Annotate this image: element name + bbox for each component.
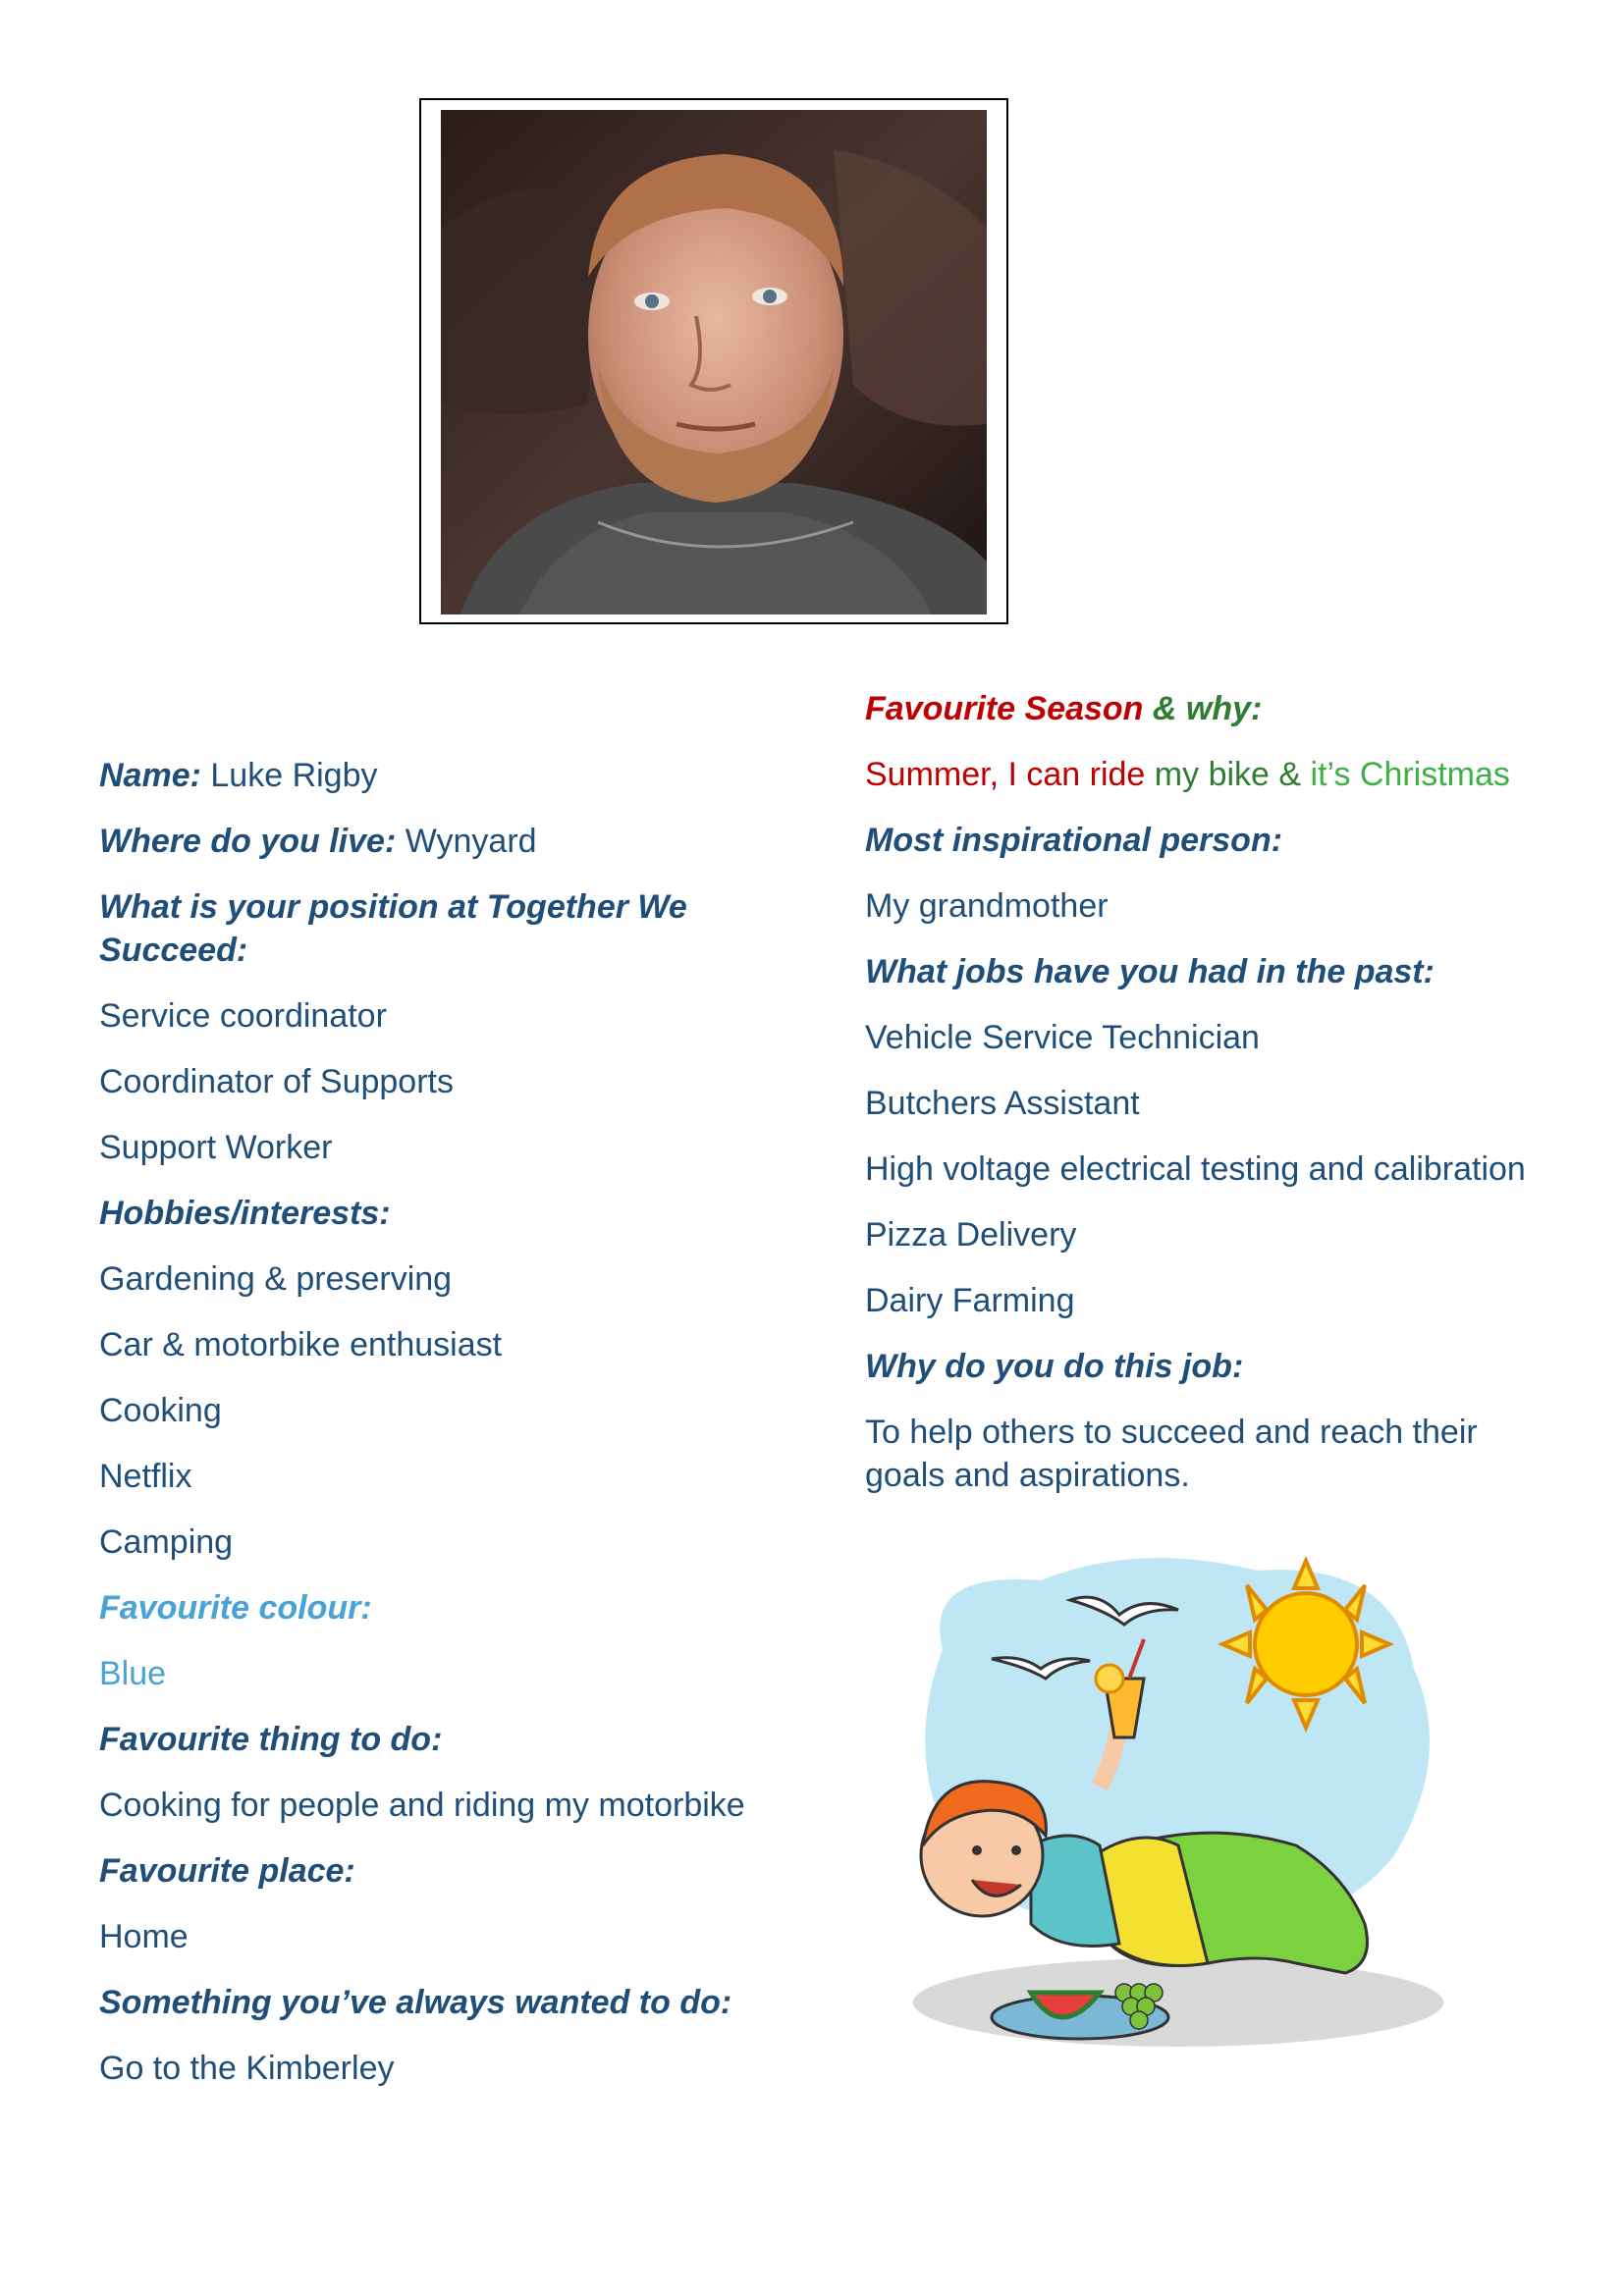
thing-value: Cooking for people and riding my motorbike (99, 1787, 745, 1824)
name-row (99, 754, 786, 797)
summer-illustration (884, 1531, 1473, 2081)
job-item: Butchers Assistant (865, 1085, 1140, 1122)
live-row (99, 820, 786, 863)
season-answer-part3: it’s Christmas (1310, 756, 1510, 793)
job-item: Pizza Delivery (865, 1216, 1077, 1254)
sun-icon (1222, 1561, 1389, 1728)
position-item: Support Worker (99, 1129, 333, 1166)
colour-label: Favourite colour: (99, 1589, 372, 1627)
position-item: Service coordinator (99, 997, 387, 1035)
job-item: High voltage electrical testing and calibration (865, 1150, 1526, 1188)
profile-photo (441, 110, 987, 614)
hobby-item: Car & motorbike enthusiast (99, 1326, 503, 1363)
season-label: Favourite Season (865, 690, 1144, 727)
name-value: Luke Rigby (210, 757, 378, 794)
wanted-label: Something you’ve always wanted to do: (99, 1984, 732, 2021)
live-value: Wynyard (405, 823, 537, 860)
season-answer-part2: my bike & (1154, 756, 1302, 793)
inspiration-label: Most inspirational person: (865, 822, 1283, 859)
thing-label: Favourite thing to do: (99, 1721, 443, 1758)
left-column (99, 754, 786, 2112)
live-label: Where do you live: (99, 823, 397, 860)
inspiration-value: My grandmother (865, 887, 1109, 925)
jobs-label: What jobs have you had in the past: (865, 953, 1435, 990)
job-item: Dairy Farming (865, 1282, 1075, 1319)
hobby-item: Gardening & preserving (99, 1260, 453, 1298)
colour-value: Blue (99, 1655, 167, 1692)
position-label: What is your position at Together We Succeed: (99, 888, 687, 969)
name-label: Name: (99, 757, 201, 794)
position-item: Coordinator of Supports (99, 1063, 454, 1100)
hobby-item: Cooking (99, 1392, 222, 1429)
season-answer-part1: Summer, I can ride (865, 756, 1146, 793)
place-value: Home (99, 1918, 189, 1955)
place-label: Favourite place: (99, 1852, 355, 1890)
why-label: Why do you do this job: (865, 1348, 1244, 1385)
why-value: To help others to succeed and reach their goals and aspirations. (865, 1414, 1478, 1494)
season-label-why: & why: (1152, 690, 1263, 727)
job-item: Vehicle Service Technician (865, 1019, 1260, 1056)
profile-photo-frame (419, 98, 1008, 624)
hobbies-label: Hobbies/interests: (99, 1195, 391, 1232)
season-label-row (865, 687, 1552, 730)
season-answer-row (865, 753, 1552, 796)
hobby-item: Camping (99, 1523, 234, 1561)
wanted-value: Go to the Kimberley (99, 2050, 395, 2087)
hobby-item: Netflix (99, 1458, 192, 1495)
right-column (865, 687, 1552, 1520)
